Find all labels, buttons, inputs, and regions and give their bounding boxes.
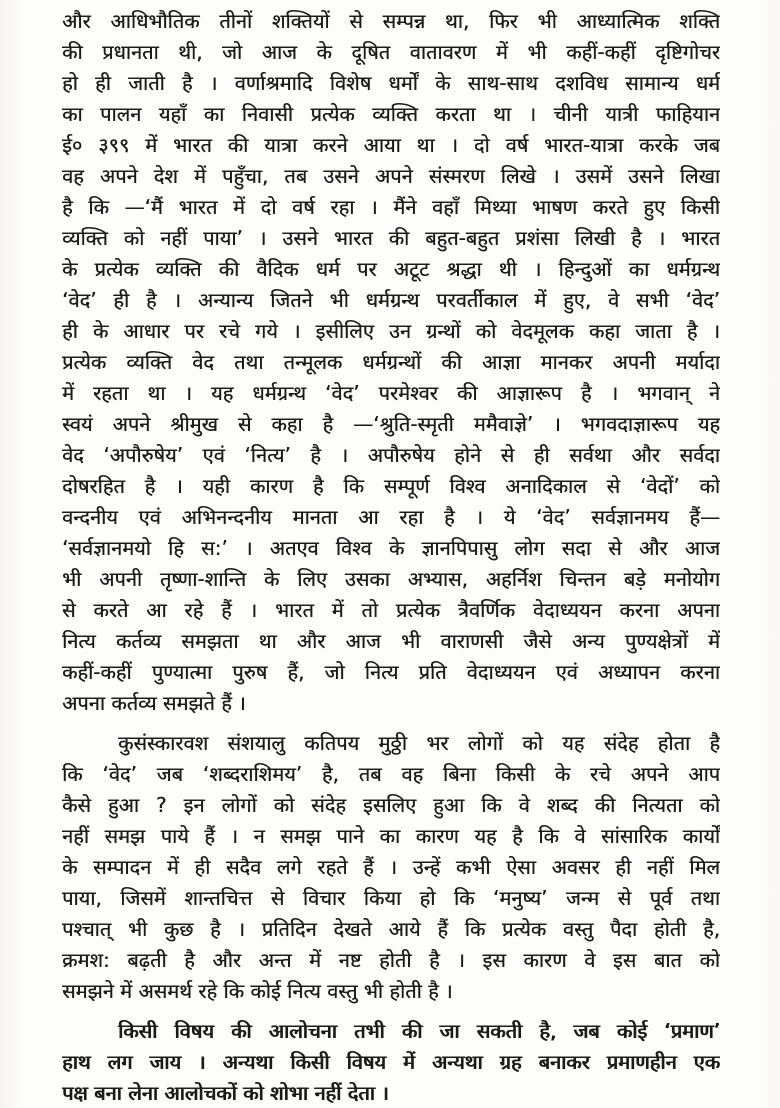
text-line: नहीं समझ पाये हैं । न समझ पाने का कारण यह है कि वे सांसारिक कार्यों xyxy=(62,824,720,848)
text-line: ई० ३९९ में भारत की यात्रा करने आया था । दो वर्ष भारत-यात्रा करके जब xyxy=(62,133,720,157)
text-line: और आधिभौतिक तीनों शक्तियों से सम्पन्न था, फिर भी आध्यात्मिक शक्ति xyxy=(62,9,720,33)
text-line: वेद ‘अपौरुषेय’ एवं ‘नित्य’ है । अपौरुषेय होने से ही सर्वथा और सर्वदा xyxy=(62,443,720,467)
text-line: पश्चात् भी कुछ है । प्रतिदिन देखते आये हैं कि प्रत्येक वस्तु पैदा होती है, xyxy=(62,917,720,941)
paragraph-1 xyxy=(62,6,720,719)
text-line: कि ‘वेद’ जब ‘शब्दराशिमय’ है, तब वह बिना किसी के रचे अपने आप xyxy=(62,762,720,786)
text-line: से करते आ रहे हैं । भारत में तो प्रत्येक त्रैवर्णिक वेदाध्ययन करना अपना xyxy=(62,598,720,622)
text-line: वह अपने देश में पहुँचा, तब उसने अपने संस्मरण लिखे । उसमें उसने लिखा xyxy=(62,164,720,188)
text-line: में रहता था । यह धर्मग्रन्थ ‘वेद’ परमेश्वर की आज्ञारूप है । भगवान् ने xyxy=(62,381,720,405)
text-line: क्रमश: बढ़ती है और अन्त में नष्ट होती है । इस कारण वे इस बात को xyxy=(62,948,720,972)
text-line: पक्ष बना लेना आलोचकों को शोभा नहीं देता । xyxy=(62,1081,389,1105)
text-line: ही के आधार पर रचे गये । इसीलिए उन ग्रन्थों को वेदमूलक कहा जाता है । xyxy=(62,319,720,343)
text-block xyxy=(62,6,720,1108)
text-line: कहीं-कहीं पुण्यात्मा पुरुष हैं, जो नित्य प्रति वेदाध्ययन एवं अध्यापन करना xyxy=(62,660,720,684)
text-line: वन्दनीय एवं अभिनन्दनीय मानता आ रहा है । ये ‘वेद’ सर्वज्ञानमय हैं— xyxy=(62,505,720,529)
text-line: किसी विषय की आलोचना तभी की जा सकती है, जब कोई ‘प्रमाण’ xyxy=(118,1019,720,1043)
text-line: कुसंस्कारवश संशयालु कतिपय मुठ्ठी भर लोगों को यह संदेह होता है xyxy=(118,731,720,755)
text-line: ‘वेद’ ही है । अन्यान्य जितने भी धर्मग्रन्थ परवर्तीकाल में हुए, वे सभी ‘वेद’ xyxy=(62,288,720,312)
text-line: की प्रधानता थी, जो आज के दूषित वातावरण में भी कहीं-कहीं दृष्टिगोचर xyxy=(62,40,720,64)
text-line: हो ही जाती है । वर्णाश्रमादि विशेष धर्मों के साथ-साथ दशविध सामान्य धर्म xyxy=(62,71,720,95)
paragraph-2 xyxy=(62,728,720,1007)
paragraph-3 xyxy=(62,1016,720,1108)
text-line: का पालन यहाँ का निवासी प्रत्येक व्यक्ति करता था । चीनी यात्री फाहियान xyxy=(62,102,720,126)
text-line: के प्रत्येक व्यक्ति की वैदिक धर्म पर अटूट श्रद्धा थी । हिन्दुओं का धर्मग्रन्थ xyxy=(62,257,720,281)
text-line: नित्य कर्तव्य समझता था और आज भी वाराणसी जैसे अन्य पुण्यक्षेत्रों में xyxy=(62,629,720,653)
text-line: कैसे हुआ ? इन लोगों को संदेह इसलिए हुआ कि वे शब्द की नित्यता को xyxy=(62,793,720,817)
text-line: भी अपनी तृष्णा-शान्ति के लिए उसका अभ्यास, अहर्निश चिन्तन बड़े मनोयोग xyxy=(62,567,720,591)
text-line: प्रत्येक व्यक्ति वेद तथा तन्मूलक धर्मग्रन्थों की आज्ञा मानकर अपनी मर्यादा xyxy=(62,350,720,374)
text-line: स्वयं अपने श्रीमुख से कहा है —‘श्रुति-स्मृती ममैवाज्ञे’ । भगवदाज्ञारूप यह xyxy=(62,412,720,436)
text-line: दोषरहित है । यही कारण है कि सम्पूर्ण विश्व अनादिकाल से ‘वेदों’ को xyxy=(62,474,720,498)
text-line: के सम्पादन में ही सदैव लगे रहते हैं । उन्हें कभी ऐसा अवसर ही नहीं मिल xyxy=(62,855,720,879)
text-line: अपना कर्तव्य समझते हैं । xyxy=(62,691,246,715)
text-line: समझने में असमर्थ रहे कि कोई नित्य वस्तु भी होती है । xyxy=(62,979,453,1003)
text-line: ‘सर्वज्ञानमयो हि स:’ । अतएव विश्व के ज्ञानपिपासु लोग सदा से और आज xyxy=(62,536,720,560)
text-line: पाया, जिसमें शान्तचित्त से विचार किया हो कि ‘मनुष्य’ जन्म से पूर्व तथा xyxy=(62,886,720,910)
text-line: हाथ लग जाय । अन्यथा किसी विषय में अन्यथा ग्रह बनाकर प्रमाणहीन एक xyxy=(62,1050,720,1074)
text-line: व्यक्ति को नहीं पाया’ । उसने भारत की बहुत-बहुत प्रशंसा लिखी है । भारत xyxy=(62,226,720,250)
text-line: है कि —‘मैं भारत में दो वर्ष रहा । मैंने वहाँ मिथ्या भाषण करते हुए किसी xyxy=(62,195,720,219)
